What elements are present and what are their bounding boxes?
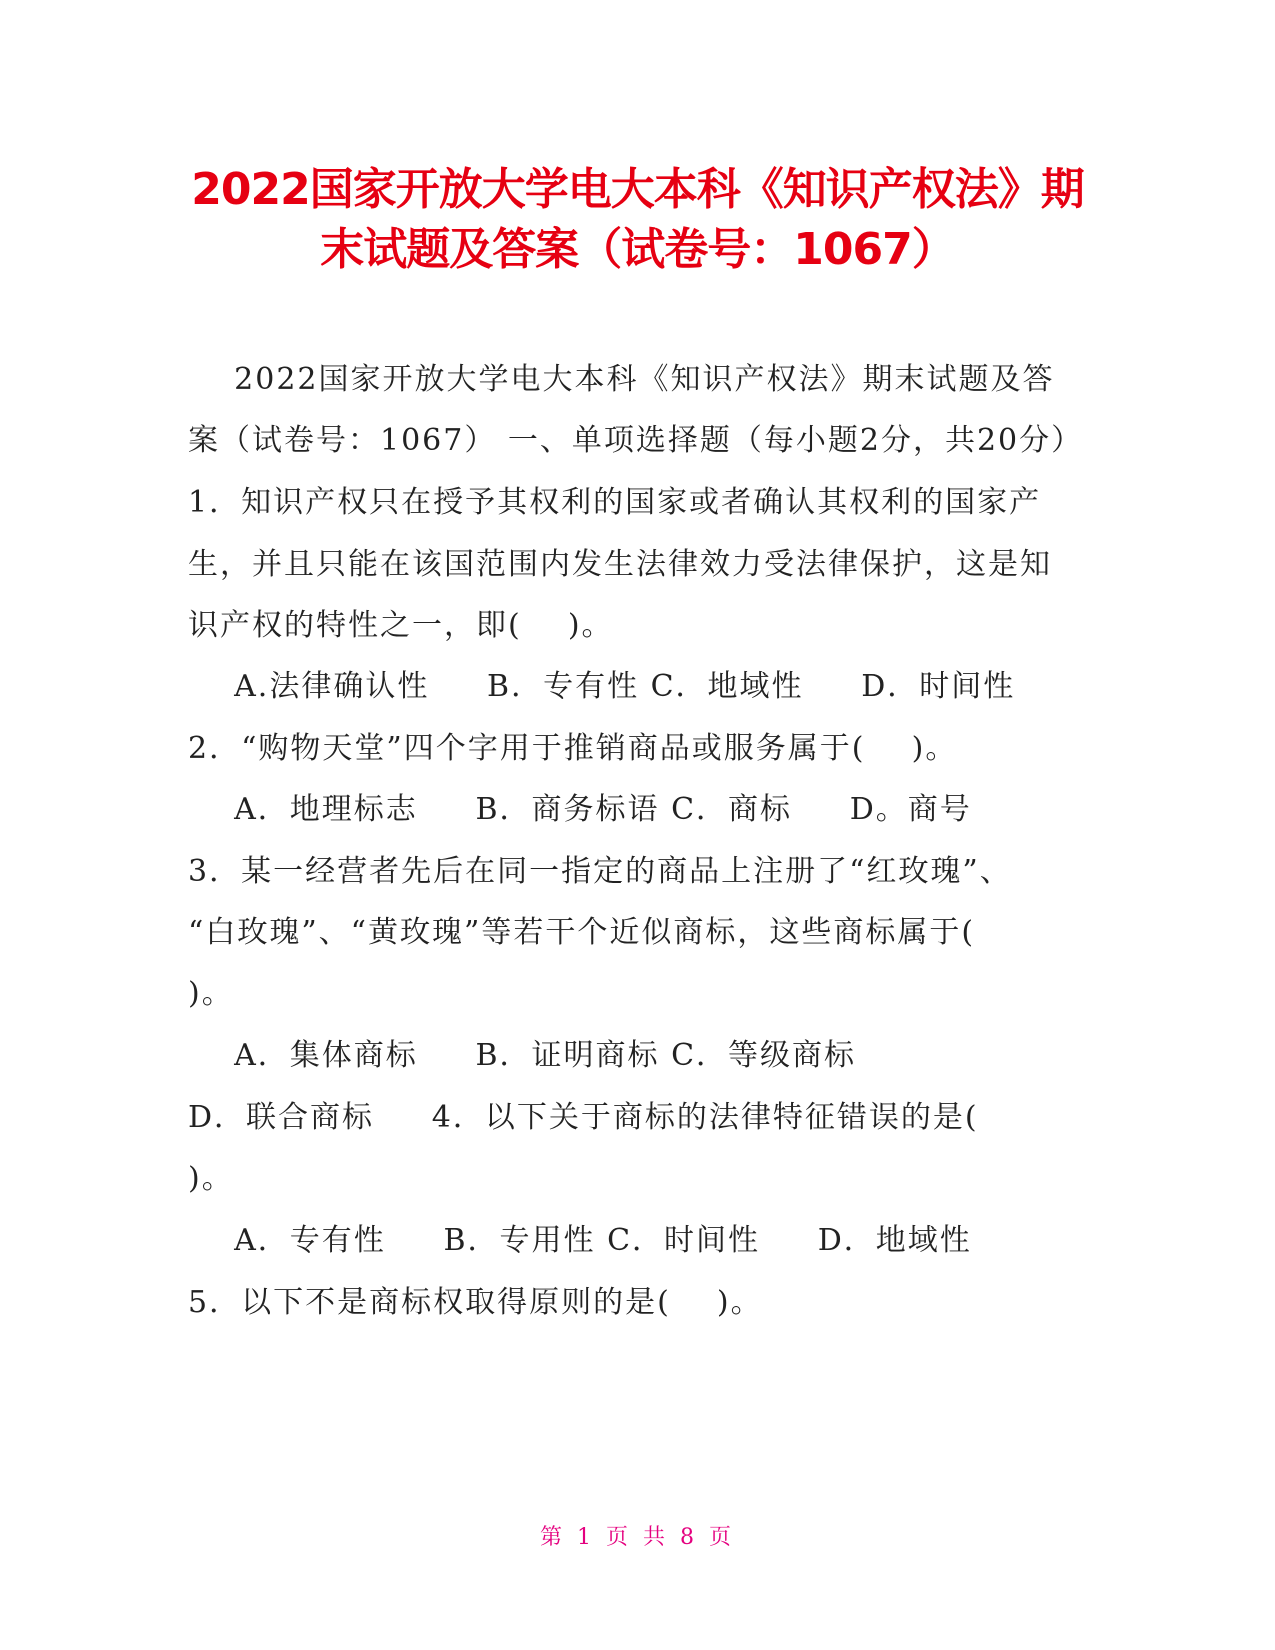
body-line: 1．知识产权只在授予其权利的国家或者确认其权利的国家产 (188, 485, 1042, 520)
option-line: A．专有性 B．专用性 C．时间性 D．地域性 (188, 1223, 972, 1258)
body-line: 案（试卷号：1067） 一、单项选择题（每小题2分，共20分） (188, 423, 1084, 458)
question-line: 3．某一经营者先后在同一指定的商品上注册了“红玫瑰”、 (188, 854, 1012, 889)
option-line: A．地理标志 B．商务标语 C．商标 D。商号 (188, 792, 972, 827)
body-line: )。 (188, 976, 234, 1011)
option-line: A.法律确认性 B．专有性 C．地域性 D．时间性 (188, 669, 1016, 704)
question-line: 2．“购物天堂”四个字用于推销商品或服务属于( )。 (188, 731, 958, 766)
body-line: 2022国家开放大学电大本科《知识产权法》期末试题及答 (188, 362, 1055, 397)
option-line: A．集体商标 B．证明商标 C．等级商标 (188, 1038, 857, 1073)
body-line: “白玫瑰”、“黄玫瑰”等若干个近似商标，这些商标属于( (188, 915, 976, 950)
document-title-line-2: 末试题及答案（试卷号：1067） (320, 224, 955, 275)
body-line: )。 (188, 1161, 234, 1196)
body-line: 识产权的特性之一，即( )。 (188, 608, 614, 643)
document-title-line-1: 2022国家开放大学电大本科《知识产权法》期 (191, 164, 1084, 215)
question-line: 5．以下不是商标权取得原则的是( )。 (188, 1285, 763, 1320)
page-footer: 第 1 页 共 8 页 (540, 1525, 735, 1550)
body-line: D．联合商标 4．以下关于商标的法律特征错误的是( (188, 1100, 979, 1135)
body-line: 生，并且只能在该国范围内发生法律效力受法律保护，这是知 (188, 547, 1052, 582)
